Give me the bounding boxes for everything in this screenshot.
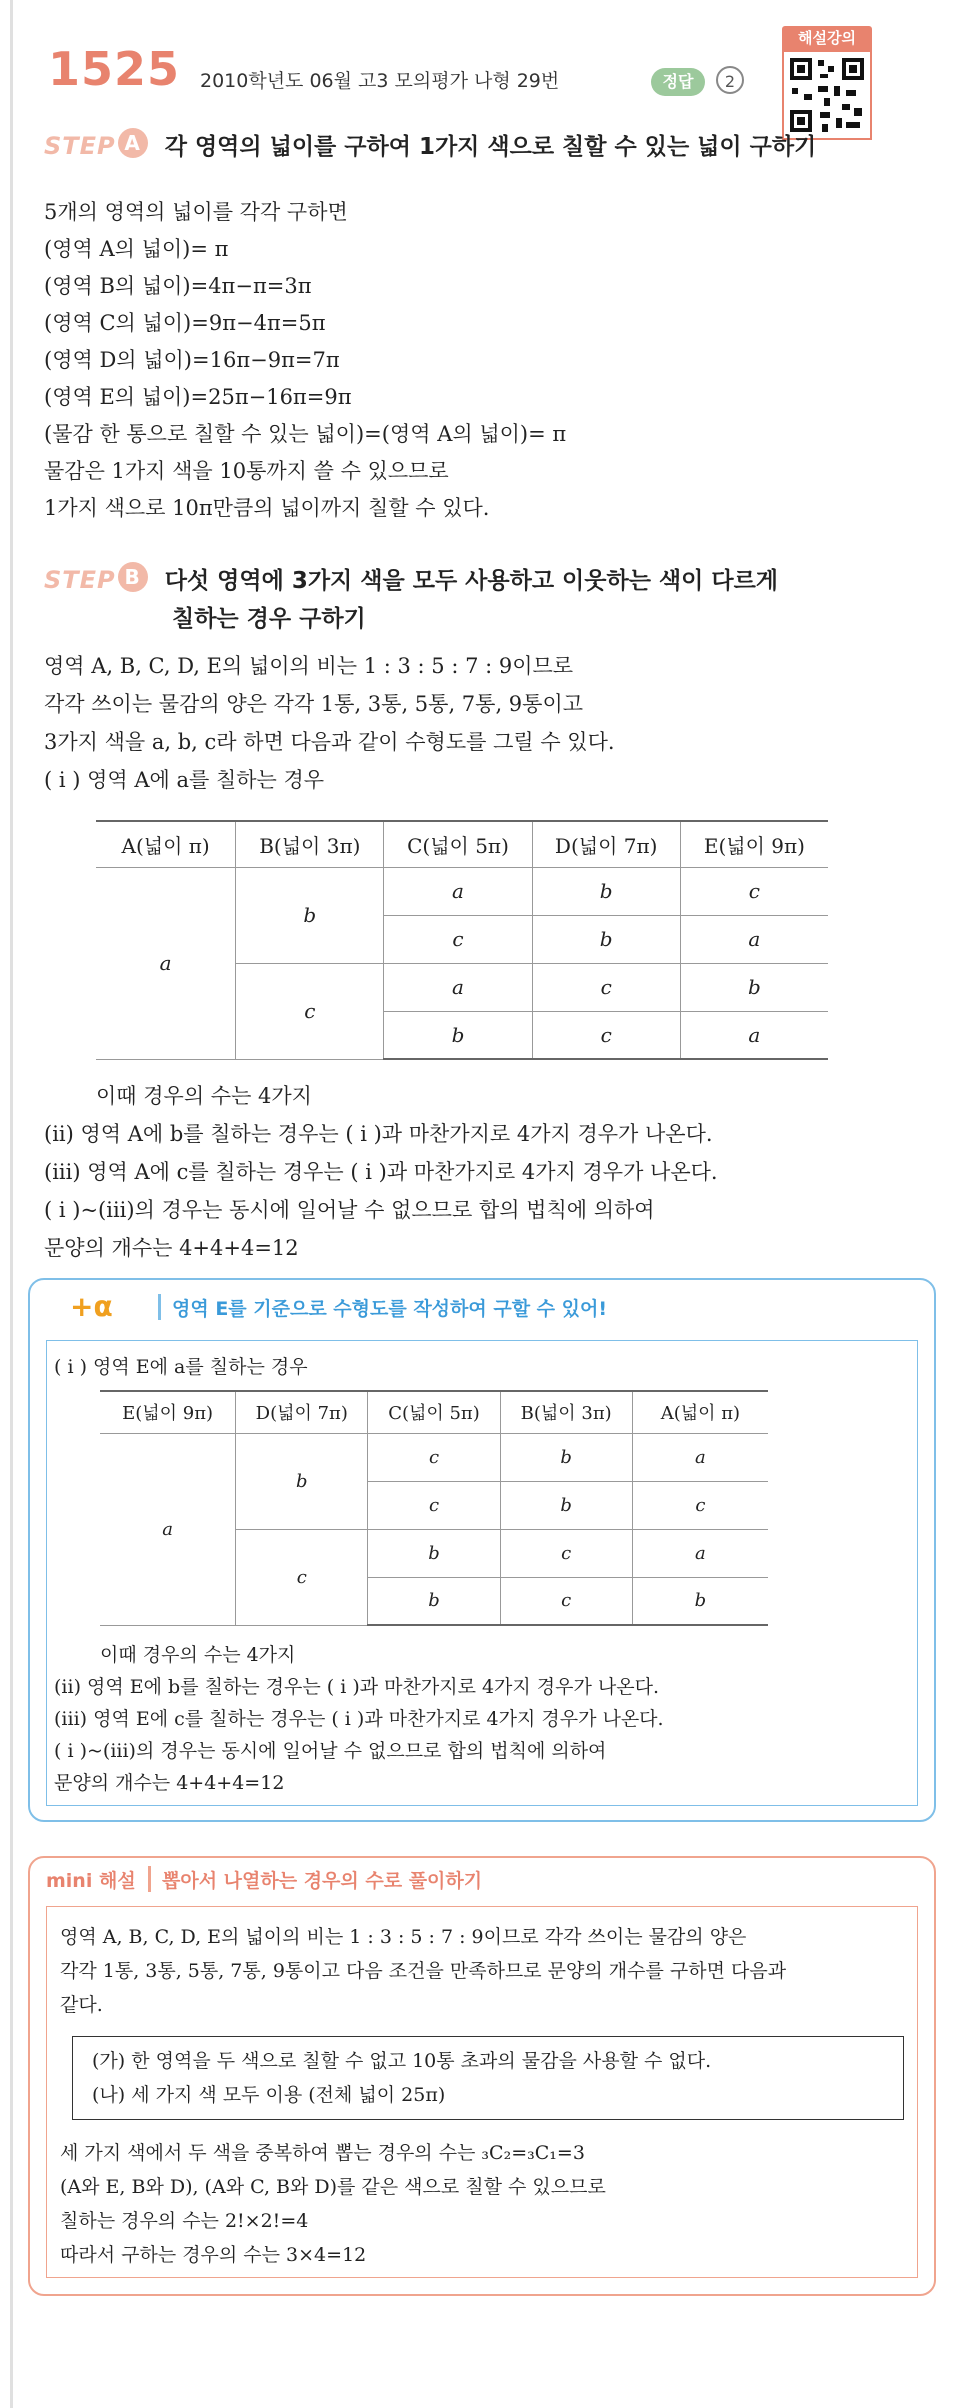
alpha-title: 영역 E를 기준으로 수형도를 작성하여 구할 수 있어! (172, 1298, 608, 1320)
table-cell: b (632, 1577, 768, 1625)
table-cell: c (500, 1577, 632, 1625)
step-b-title-line2: 칠하는 경우 구하기 (172, 606, 366, 632)
table-header: E(넓이 9π) (100, 1391, 236, 1433)
answer-badge: 정답 (651, 68, 705, 96)
table-cell: c (632, 1481, 768, 1529)
table-cell: a (632, 1529, 768, 1577)
table-cell: b (368, 1529, 500, 1577)
table-cell: c (500, 1529, 632, 1577)
step-b-after: (ii) 영역 A에 b를 칠하는 경우는 ( i )과 마찬가지로 4가지 경우가 나온다. (44, 1122, 713, 1146)
step-b-title: 다섯 영역에 3가지 색을 모두 사용하고 이웃하는 색이 다르게 (164, 568, 779, 594)
alpha-after: ( i )~(iii)의 경우는 동시에 일어날 수 없으므로 합의 법칙에 의하여 (54, 1740, 607, 1762)
problem-source: 2010학년도 06월 고3 모의평가 나형 29번 (200, 70, 560, 92)
table-cell: a (680, 915, 828, 963)
step-b-line: 영역 A, B, C, D, E의 넓이의 비는 1 : 3 : 5 : 7 : 9이므로 (44, 654, 574, 678)
table-cell: b (236, 867, 384, 963)
table-cell: b (500, 1481, 632, 1529)
table-cell: a (100, 1433, 236, 1625)
step-a-line: (영역 B의 넓이)=4π−π=3π (44, 274, 312, 298)
tree-table-e (100, 1390, 768, 1626)
tree-table-a (96, 820, 828, 1060)
table-cell: c (680, 867, 828, 915)
step-a-line: (물감 한 통으로 칠할 수 있는 넓이)=(영역 A의 넓이)= π (44, 422, 567, 446)
table-cell: a (632, 1433, 768, 1481)
condition-line: (나) 세 가지 색 모두 이용 (전체 넓이 25π) (92, 2084, 446, 2106)
step-a-letter: A (118, 128, 148, 158)
table-header: D(넓이 7π) (532, 821, 680, 867)
step-b-after: 이때 경우의 수는 4가지 (96, 1084, 312, 1108)
step-a-line: 5개의 영역의 넓이를 각각 구하면 (44, 200, 348, 224)
mini-intro: 영역 A, B, C, D, E의 넓이의 비는 1 : 3 : 5 : 7 : 9이므로 각각 쓰이는 물감의 양은 (60, 1926, 747, 1948)
alpha-plus-icon: +α (70, 1290, 113, 1323)
step-b-after: 문양의 개수는 4+4+4=12 (44, 1236, 299, 1260)
step-a-title: 각 영역의 넓이를 구하여 1가지 색으로 칠할 수 있는 넓이 구하기 (164, 134, 817, 160)
step-a-heading (44, 128, 816, 161)
table-cell: c (236, 1529, 368, 1625)
mini-title: 뽑아서 나열하는 경우의 수로 풀이하기 (162, 1870, 483, 1892)
table-cell: c (236, 963, 384, 1059)
alpha-divider (158, 1294, 161, 1320)
table-header: E(넓이 9π) (680, 821, 828, 867)
page-margin-line (10, 0, 13, 2408)
step-b-line: ( i ) 영역 A에 a를 칠하는 경우 (44, 768, 325, 792)
table-cell: b (368, 1577, 500, 1625)
table-cell: c (384, 915, 532, 963)
table-cell: a (680, 1011, 828, 1059)
mini-after: 칠하는 경우의 수는 2!×2!=4 (60, 2210, 309, 2232)
table-cell: b (384, 1011, 532, 1059)
step-b-letter: B (118, 562, 148, 592)
step-b-line: 3가지 색을 a, b, c라 하면 다음과 같이 수형도를 그릴 수 있다. (44, 730, 615, 754)
alpha-after: 문양의 개수는 4+4+4=12 (54, 1772, 285, 1794)
mini-after: 세 가지 색에서 두 색을 중복하여 뽑는 경우의 수는 ₃C₂=₃C₁=3 (60, 2142, 585, 2164)
alpha-case: ( i ) 영역 E에 a를 칠하는 경우 (54, 1356, 308, 1378)
step-a-line: 1가지 색으로 10π만큼의 넓이까지 칠할 수 있다. (44, 496, 490, 520)
step-a-line: (영역 D의 넓이)=16π−9π=7π (44, 348, 340, 372)
alpha-after: (iii) 영역 E에 c를 칠하는 경우는 ( i )과 마찬가지로 4가지 경우가 나온다. (54, 1708, 664, 1730)
mini-after: 따라서 구하는 경우의 수는 3×4=12 (60, 2244, 367, 2266)
table-header: B(넓이 3π) (500, 1391, 632, 1433)
step-b-heading (44, 562, 778, 595)
table-cell: b (236, 1433, 368, 1529)
step-a-line: (영역 A의 넓이)= π (44, 237, 229, 261)
alpha-after: (ii) 영역 E에 b를 칠하는 경우는 ( i )과 마찬가지로 4가지 경우가 나온다. (54, 1676, 660, 1698)
condition-line: (가) 한 영역을 두 색으로 칠할 수 없고 10통 초과의 물감을 사용할 수 없다. (92, 2050, 712, 2072)
mini-intro: 각각 1통, 3통, 5통, 7통, 9통이고 다음 조건을 만족하므로 문양의 개수를 구하면 다음과 (60, 1960, 787, 1982)
mini-divider (148, 1866, 151, 1892)
step-a-line: (영역 E의 넓이)=25π−16π=9π (44, 385, 352, 409)
table-cell: c (368, 1481, 500, 1529)
table-header: C(넓이 5π) (384, 821, 532, 867)
table-header: B(넓이 3π) (236, 821, 384, 867)
answer-value: 2 (716, 66, 744, 94)
step-a-line: (영역 C의 넓이)=9π−4π=5π (44, 311, 326, 335)
table-cell: a (384, 867, 532, 915)
mini-intro: 같다. (60, 1994, 103, 2016)
table-cell: b (500, 1433, 632, 1481)
problem-number: 1525 (48, 42, 181, 96)
step-a-line: 물감은 1가지 색을 10통까지 쓸 수 있으므로 (44, 459, 449, 483)
table-cell: c (532, 1011, 680, 1059)
table-cell: b (532, 867, 680, 915)
step-b-after: ( i )~(iii)의 경우는 동시에 일어날 수 없으므로 합의 법칙에 의하여 (44, 1198, 655, 1222)
table-header: A(넓이 π) (632, 1391, 768, 1433)
mini-label: mini 해설 (46, 1870, 136, 1892)
table-header: D(넓이 7π) (236, 1391, 368, 1433)
table-cell: a (384, 963, 532, 1011)
table-header: A(넓이 π) (96, 821, 236, 867)
table-cell: b (680, 963, 828, 1011)
alpha-after: 이때 경우의 수는 4가지 (100, 1644, 296, 1666)
step-b-after: (iii) 영역 A에 c를 칠하는 경우는 ( i )과 마찬가지로 4가지 경우가 나온다. (44, 1160, 718, 1184)
qr-code-icon[interactable] (782, 50, 872, 140)
table-cell: a (96, 867, 236, 1059)
table-cell: c (368, 1433, 500, 1481)
lecture-label[interactable]: 해설강의 (782, 26, 872, 50)
table-cell: b (532, 915, 680, 963)
table-cell: c (532, 963, 680, 1011)
step-a-label: STEP (44, 132, 116, 160)
mini-after: (A와 E, B와 D), (A와 C, B와 D)를 같은 색으로 칠할 수 있으므로 (60, 2176, 606, 2198)
step-b-line: 각각 쓰이는 물감의 양은 각각 1통, 3통, 5통, 7통, 9통이고 (44, 692, 584, 716)
step-b-label: STEP (44, 566, 116, 594)
table-header: C(넓이 5π) (368, 1391, 500, 1433)
